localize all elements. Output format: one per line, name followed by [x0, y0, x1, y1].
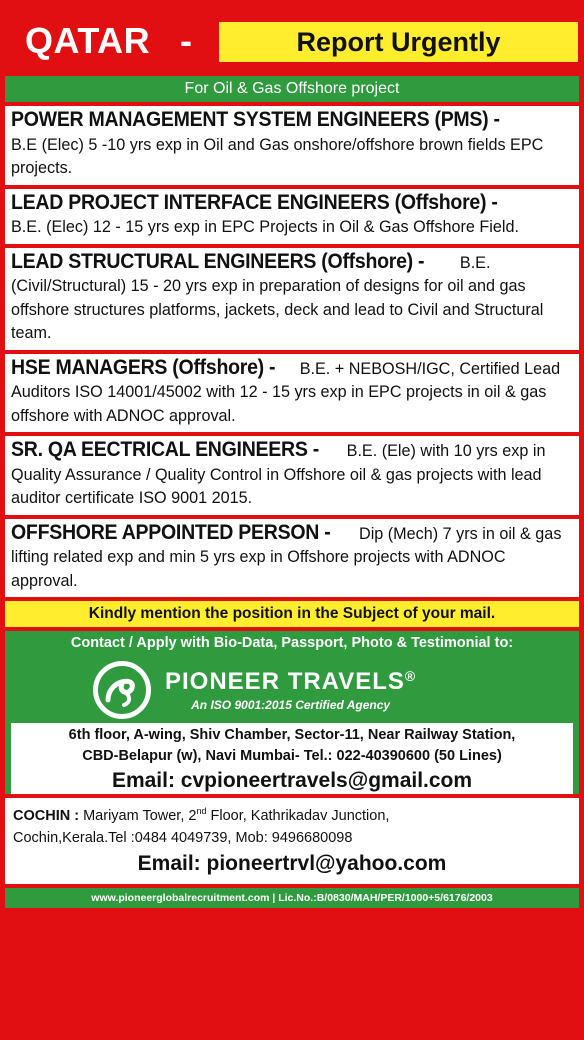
- cochin-phone-line: Cochin,Kerala.Tel :0484 4049739, Mob: 9496680098: [13, 829, 353, 846]
- position-description: B.E. (Civil/Structural) 15 - 20 yrs exp in preparation of designs for oil and gas offshore structures platforms, jackets, deck and lead to Civil and Structural team.: [11, 253, 544, 342]
- position-block: [5, 436, 579, 515]
- cochin-email[interactable]: Email: pioneertrvl@yahoo.com: [137, 851, 447, 875]
- position-title: HSE MANAGERS (Offshore) -: [11, 355, 276, 379]
- position-title: SR. QA EECTRICAL ENGINEERS -: [11, 438, 319, 461]
- position-description: B.E. (Ele) with 10 yrs exp in Quality Assurance / Quality Control in Offshore oil & gas projects with lead auditor certificate ISO 9001 2015.: [11, 442, 546, 507]
- title-dash: -: [180, 20, 192, 61]
- position-title: LEAD PROJECT INTERFACE ENGINEERS (Offshore) -: [11, 190, 498, 214]
- cochin-address-line: COCHIN : Mariyam Tower, 2nd Floor, Kathrikadav Junction,: [13, 806, 390, 824]
- position-description: Dip (Mech) 7 yrs in oil & gas lifting related exp and min 5 yrs exp in Offshore projects with ADNOC approval.: [11, 524, 562, 590]
- position-block: [5, 354, 579, 433]
- company-name: PIONEER TRAVELS®: [165, 668, 417, 695]
- position-description: B.E (Elec) 5 -10 yrs exp in Oil and Gas onshore/offshore brown fields EPC projects.: [11, 135, 544, 177]
- position-description: B.E. + NEBOSH/IGC, Certified Lead Auditors ISO 14001/45002 with 12 - 15 yrs exp in EPC projects in oil & gas offshore with ADNOC approval.: [11, 359, 561, 425]
- certification-badge: An ISO 9001:2015 Certified Agency: [165, 698, 416, 712]
- company-logo: [85, 659, 497, 721]
- pioneer-logo-icon: [93, 661, 151, 719]
- mumbai-address: [11, 723, 573, 794]
- position-block: [5, 106, 579, 185]
- address-line: CBD-Belapur (w), Navi Mumbai- Tel.: 022-40390600 (50 Lines): [82, 748, 502, 764]
- cochin-label: COCHIN :: [13, 807, 80, 824]
- footer-website-license: www.pioneerglobalrecruitment.com | Lic.No.:B/0830/MAH/PER/1000+5/6176/2003: [5, 888, 579, 908]
- position-block: [5, 189, 579, 244]
- country-title: QATAR: [25, 20, 151, 61]
- position-title: LEAD STRUCTURAL ENGINEERS (Offshore) -: [11, 249, 425, 273]
- email-address[interactable]: Email: cvpioneertravels@gmail.com: [111, 769, 473, 792]
- contact-section: [5, 631, 579, 794]
- registered-mark: ®: [404, 668, 417, 684]
- subject-instruction: Kindly mention the position in the Subject of your mail.: [5, 601, 579, 627]
- position-block: [5, 248, 579, 350]
- position-title: OFFSHORE APPOINTED PERSON -: [11, 520, 331, 544]
- position-block: [5, 519, 579, 598]
- contact-heading: Contact / Apply with Bio-Data, Passport, Photo & Testimonial to:: [70, 635, 514, 651]
- address-line: 6th floor, A-wing, Shiv Chamber, Sector-11, Near Railway Station,: [68, 727, 516, 743]
- report-urgently-banner: Report Urgently: [219, 22, 578, 62]
- header: [5, 0, 579, 72]
- project-bar: For Oil & Gas Offshore project: [5, 76, 579, 102]
- cochin-office: [5, 798, 579, 884]
- position-description: B.E. (Elec) 12 - 15 yrs exp in EPC Projects in Oil & Gas Offshore Field.: [11, 218, 519, 236]
- position-title: POWER MANAGEMENT SYSTEM ENGINEERS (PMS) -: [11, 108, 500, 131]
